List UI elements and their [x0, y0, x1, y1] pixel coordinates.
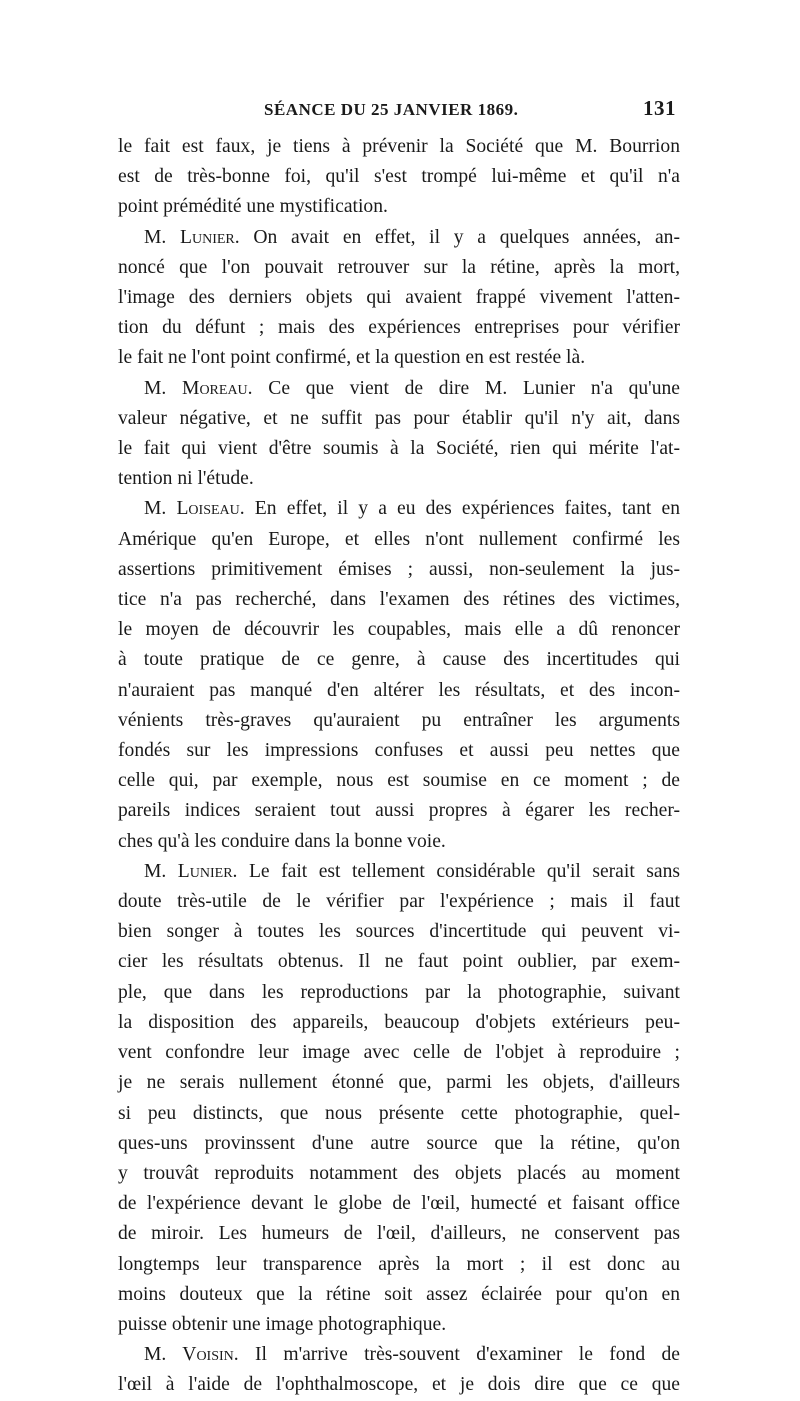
running-title: SÉANCE DU 25 JANVIER 1869.	[264, 100, 519, 119]
speech-paragraph-start	[118, 494, 680, 524]
text-line: point prémédité une mystification.	[118, 196, 388, 218]
text-line: à toute pratique de ce genre, à cause des incertitudes qui	[118, 649, 680, 671]
text-line: Amérique qu'en Europe, et elles n'ont nullement confirmé les	[118, 528, 680, 550]
text-line: si peu distincts, que nous présente cette photographie, quel-	[118, 1102, 680, 1124]
text-line: celle qui, par exemple, nous est soumise en ce moment ; de	[118, 770, 680, 792]
text-line: puisse obtenir une image photographique.	[118, 1313, 447, 1335]
speaker-name: M. Lunier.	[144, 860, 238, 882]
speaker-name: M. Lunier.	[144, 226, 240, 248]
text-line: le fait ne l'ont point confirmé, et la question en est restée là.	[118, 347, 586, 369]
text-line: ques-uns provinssent d'une autre source que la rétine, qu'on	[118, 1132, 680, 1154]
text-line: noncé que l'on pouvait retrouver sur la rétine, après la mort,	[118, 256, 680, 278]
text-line: pareils indices seraient tout aussi propres à égarer les recher-	[118, 800, 680, 822]
page-number: 131	[643, 96, 676, 120]
speaker-name: M. Moreau.	[144, 377, 253, 399]
text-line: vent confondre leur image avec celle de l'objet à reproduire ;	[118, 1042, 680, 1064]
text-line: je ne serais nullement étonné que, parmi les objets, d'ailleurs	[118, 1072, 680, 1094]
text-line: tice n'a pas recherché, dans l'examen des rétines des victimes,	[118, 589, 680, 611]
text-line: vénients très-graves qu'auraient pu entraîner les arguments	[118, 709, 680, 731]
speaker-name: M. Loiseau.	[144, 498, 245, 520]
text-line: l'œil à l'aide de l'ophthalmoscope, et je dois dire que ce que	[118, 1374, 680, 1396]
text-line: de miroir. Les humeurs de l'œil, d'ailleurs, ne conservent pas	[118, 1223, 680, 1245]
text-line: l'image des derniers objets qui avaient frappé vivement l'atten-	[118, 287, 680, 309]
book-page	[118, 96, 680, 1401]
text-line: n'auraient pas manqué d'en altérer les résultats, et des incon-	[118, 679, 680, 701]
body-text	[118, 132, 680, 1401]
speech-paragraph-start	[118, 857, 680, 887]
speaker-name: M. Voisin.	[144, 1344, 239, 1366]
text-line: tention ni l'étude.	[118, 468, 254, 490]
text-line: est de très-bonne foi, qu'il s'est trompé lui-même et qu'il n'a	[118, 166, 680, 188]
text-line: de l'expérience devant le globe de l'œil, humecté et faisant office	[118, 1193, 680, 1215]
text-line: fondés sur les impressions confuses et aussi peu nettes que	[118, 740, 680, 762]
text-line: tion du défunt ; mais des expériences entreprises pour vérifier	[118, 317, 680, 339]
running-head	[118, 96, 680, 126]
text-line: valeur négative, et ne suffit pas pour établir qu'il n'y ait, dans	[118, 407, 680, 429]
text-line: doute très-utile de le vérifier par l'expérience ; mais il faut	[118, 891, 680, 913]
text-line: assertions primitivement émises ; aussi, non-seulement la jus-	[118, 558, 680, 580]
text-line: Le fait est tellement considérable qu'il serait sans	[237, 860, 681, 882]
text-line: bien songer à toutes les sources d'incertitude qui peuvent vi-	[118, 921, 680, 943]
text-line: le moyen de découvrir les coupables, mais elle a dû renoncer	[118, 619, 680, 641]
text-line: ches qu'à les conduire dans la bonne voie.	[118, 830, 446, 852]
speech-paragraph-start	[118, 1340, 680, 1370]
text-line: On avait en effet, il y a quelques années, an-	[239, 226, 680, 248]
text-line: cier les résultats obtenus. Il ne faut point oublier, par exem-	[118, 951, 680, 973]
text-line: moins douteux que la rétine soit assez éclairée pour qu'on en	[118, 1283, 680, 1305]
text-line: Il m'arrive très-souvent d'examiner le fond de	[238, 1344, 680, 1366]
speech-paragraph-start	[118, 223, 680, 253]
text-line: le fait est faux, je tiens à prévenir la Société que M. Bourrion	[118, 136, 680, 157]
speech-paragraph-start	[118, 374, 680, 404]
text-line: y trouvât reproduits notamment des objets placés au moment	[118, 1162, 680, 1184]
text-line: Ce que vient de dire M. Lunier n'a qu'une	[252, 377, 680, 399]
text-line: longtemps leur transparence après la mort ; il est donc au	[118, 1253, 680, 1275]
text-line: ple, que dans les reproductions par la photographie, suivant	[118, 981, 680, 1003]
text-line: la disposition des appareils, beaucoup d'objets extérieurs peu-	[118, 1011, 680, 1033]
text-line: En effet, il y a eu des expériences faites, tant en	[244, 498, 680, 520]
text-line: le fait qui vient d'être soumis à la Société, rien qui mérite l'at-	[118, 438, 680, 460]
